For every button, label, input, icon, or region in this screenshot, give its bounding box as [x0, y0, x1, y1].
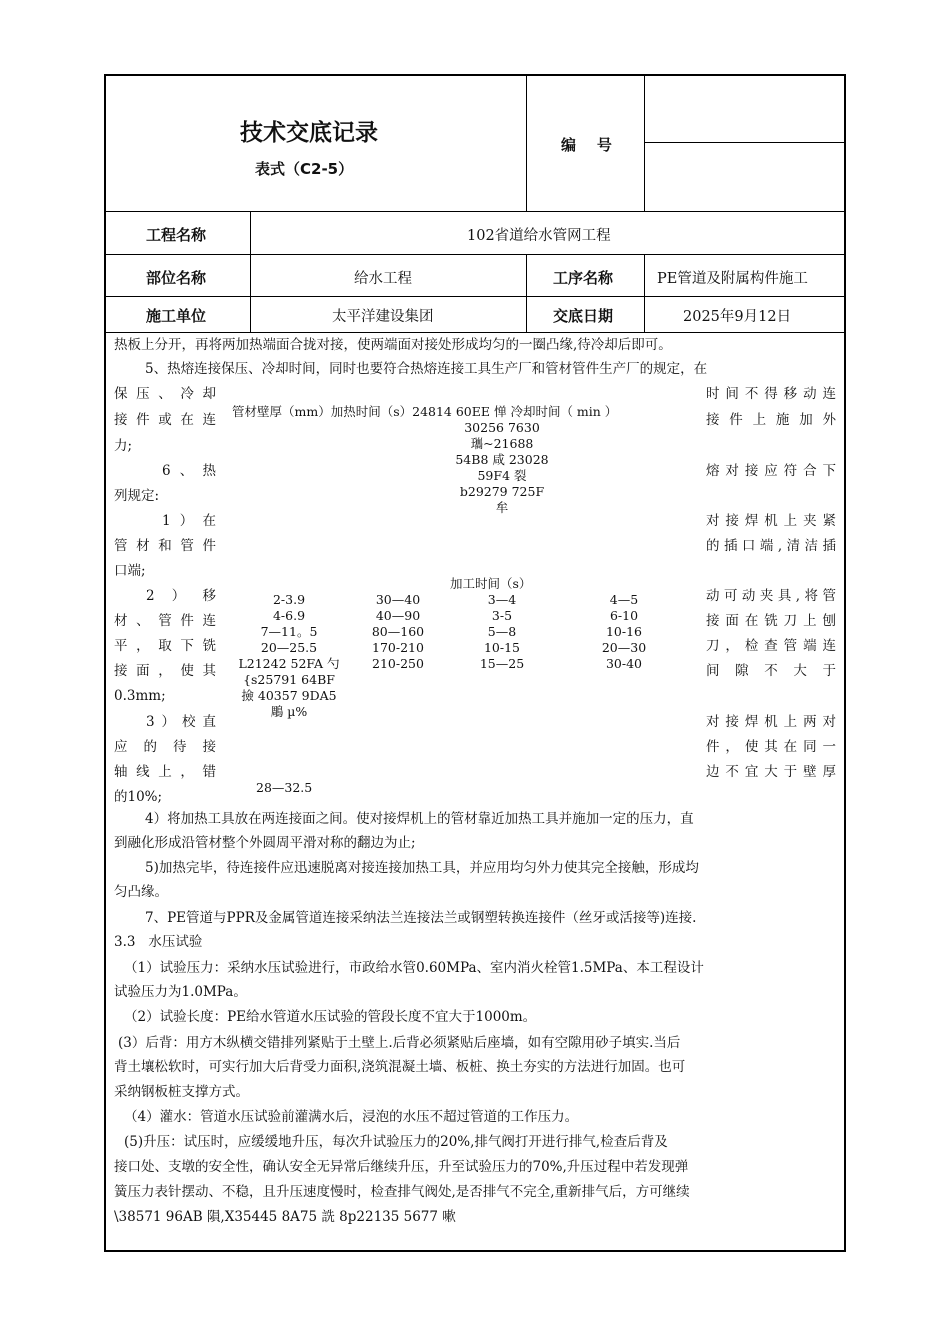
content-line: 热板上分开，再将两加热端面合拢对接，使两端面对接处形成均匀的一圈凸缘,待冷却后即可。 — [114, 337, 672, 353]
form-code: 表式（C2-5） — [255, 160, 354, 178]
content-line: 5)加热完毕，待连接件应迅速脱离对接连接加热工具，并应用均匀外力使其完全接触，形成均 — [145, 860, 699, 876]
table-col-cool — [582, 592, 666, 672]
table-col-heat — [356, 592, 440, 672]
info-row-line-1 — [104, 254, 846, 255]
embedded-table-header: 管材壁厚（mm）加热时间（s）24814 60EE 惮 冷却时间（ min ） — [232, 404, 618, 419]
number-cell-divider — [644, 142, 846, 143]
left-col-line: 接面，使其 — [114, 663, 216, 679]
process-name-value: PE管道及附属构件施工 — [657, 271, 808, 287]
section-heading: 3.3 水压试验 — [114, 934, 203, 950]
right-col-line: 动可动夹具,将管 — [706, 588, 836, 604]
table-cell: 鵰 µ% — [270, 704, 308, 719]
process-name-label: 工序名称 — [553, 269, 614, 287]
left-col-line: 2）移 — [146, 588, 216, 604]
info-row-line-2 — [104, 296, 846, 297]
info-label-divider — [250, 212, 251, 332]
right-col-line: 间隙不大于 — [706, 663, 836, 679]
table-cell: 10-16 — [605, 624, 643, 639]
content-line: （2）试验长度：PE给水管道水压试验的管段长度不宜大于1000m。 — [124, 1009, 537, 1025]
right-col-line: 件，使其在同一 — [706, 739, 836, 755]
content-line: 背土壤松软时，可实行加大后背受力面积,浇筑混凝土墙、板桩、换土夯实的方法进行加固。也可 — [114, 1059, 686, 1075]
part-name-value: 给水工程 — [354, 271, 412, 287]
table-cell: 5—8 — [487, 624, 517, 639]
info-mid-divider-2 — [644, 255, 645, 332]
table-cell: 3-5 — [491, 608, 513, 623]
right-col-line: 边不宜大于壁厚 — [706, 764, 836, 780]
page-title: 技术交底记录 — [240, 120, 378, 146]
handover-date-value: 2025年9月12日 — [683, 309, 792, 325]
left-col-line: 平，取下铣 — [114, 638, 216, 654]
table-cell: 210-250 — [372, 656, 424, 671]
left-col-line: 材、管件连 — [114, 613, 216, 629]
left-col-line: 1）在 — [162, 513, 216, 529]
right-col-line: 对接焊机上两对 — [706, 714, 836, 730]
embedded-table-garble — [432, 420, 572, 516]
table-cell: 20—25.5 — [260, 640, 318, 655]
project-name-value: 102省道给水管网工程 — [467, 228, 611, 244]
left-col-line: 管材和管件 — [114, 538, 216, 554]
content-line: （4）灌水：管道水压试验前灌满水后，浸泡的水压不超过管道的工作压力。 — [124, 1109, 579, 1125]
header-bottom-line — [104, 211, 846, 212]
left-col-line: 0.3mm; — [114, 688, 166, 704]
table-cell: L21242 52FA 勺 — [238, 656, 340, 671]
left-col-line: 保压、冷却 — [114, 386, 216, 402]
content-line: \38571 96AB 隕,X35445 8A75 詵 8p22135 5677 嗽 — [114, 1209, 456, 1225]
content-line: 接口处、支墩的安全性，确认安全无异常后继续升压，升至试验压力的70%,升压过程中若发现弹 — [114, 1159, 689, 1175]
left-col-line: 应的待接 — [114, 739, 216, 755]
content-line: 簧压力表针摆动、不稳，且升压速度慢时，检查排气阀处,是否排气不完全,重新排气后，方可继续 — [114, 1184, 690, 1200]
content-line: 7、PE管道与PPR及金属管道连接采纳法兰连接法兰或钢塑转换连接件（丝牙或活接等)连接. — [145, 910, 697, 926]
content-line: 采纳钢板桩支撑方式。 — [114, 1084, 249, 1100]
table-cell: 40—90 — [375, 608, 421, 623]
handover-date-label: 交底日期 — [553, 307, 614, 325]
table-cell: 80—160 — [371, 624, 425, 639]
table-cell: 30-40 — [605, 656, 643, 671]
left-col-line: 力; — [114, 438, 133, 454]
content-line: （1）试验压力：采纳水压试验进行，市政给水管0.60MPa、室内消火栓管1.5MPa、本工程设计 — [124, 960, 704, 976]
table-cell: 10-15 — [483, 640, 521, 655]
right-col-line: 熔对接应符合下 — [706, 463, 836, 479]
header-divider-1 — [526, 74, 527, 212]
left-col-line: 6、热 — [162, 463, 216, 479]
construction-unit-label: 施工单位 — [146, 307, 207, 325]
construction-unit-value: 太平洋建设集团 — [332, 309, 434, 325]
right-col-line: 时间不得移动连 — [706, 386, 836, 402]
table-cell: {s25791 64BF — [243, 672, 335, 687]
table-cell: 20—30 — [601, 640, 647, 655]
number-label: 编 号 — [561, 136, 612, 154]
table-cell: 4—5 — [609, 592, 639, 607]
table-cell: 7—11。5 — [260, 624, 318, 639]
right-col-line: 接面在铣刀上刨 — [706, 613, 836, 629]
left-col-line: 的10%; — [114, 789, 163, 805]
table-cell: 6-10 — [609, 608, 639, 623]
table-cell: 28—32.5 — [256, 780, 313, 795]
project-name-label: 工程名称 — [146, 226, 207, 244]
content-line: 4）将加热工具放在两连接面之间。使对接焊机上的管材靠近加热工具并施加一定的压力，直 — [145, 811, 694, 827]
table-cell: 4-6.9 — [272, 608, 306, 623]
right-col-line: 的插口端,清洁插 — [706, 538, 836, 554]
table-garble-line: b29279 725F — [459, 484, 545, 499]
info-mid-divider-1 — [526, 255, 527, 332]
left-col-line: 3）校直 — [146, 714, 216, 730]
content-line: (3）后背：用方木纵横交错排列紧贴于土壁上.后背必须紧贴后座墙，如有空隙用砂子填实.当后 — [118, 1035, 681, 1051]
content-line: 试验压力为1.0MPa。 — [114, 984, 247, 1000]
left-col-line: 列规定: — [114, 488, 160, 504]
header-divider-2 — [644, 74, 645, 212]
table-cell: 30—40 — [375, 592, 421, 607]
table-garble-line: 瓗~21688 — [470, 436, 534, 451]
content-line: (5)升压：试压时，应缓缓地升压，每次升试验压力的20%,排气阀打开进行排气,检查后背及 — [124, 1134, 668, 1150]
left-col-line: 接件或在连 — [114, 412, 216, 428]
right-col-line: 刀，检查管端连 — [706, 638, 836, 654]
table-garble-line: 牟 — [495, 500, 509, 515]
table-col-process — [462, 592, 542, 672]
table-cell: 3—4 — [487, 592, 517, 607]
table-col-thickness — [222, 592, 356, 720]
table-garble-line: 59F4 裂 — [477, 468, 527, 483]
table-heat-label: 加工时间（s） — [450, 576, 532, 591]
left-col-line: 口端; — [114, 563, 146, 579]
table-garble-line: 54B8 咸 23028 — [455, 452, 549, 467]
table-cell: 170-210 — [372, 640, 424, 655]
part-name-label: 部位名称 — [146, 269, 207, 287]
table-cell: 15—25 — [479, 656, 525, 671]
table-garble-line: 30256 7630 — [464, 420, 540, 435]
content-line: 匀凸缘。 — [114, 884, 168, 900]
table-cell: 撿 40357 9DA5 — [241, 688, 337, 703]
content-line: 5、热熔连接保压、冷却时间，同时也要符合热熔连接工具生产厂和管材管件生产厂的规定，在 — [145, 361, 708, 377]
right-col-line: 接件上施加外 — [706, 412, 836, 428]
right-col-line: 对接焊机上夹紧 — [706, 513, 836, 529]
content-line: 到融化形成沿管材整个外圆周平滑对称的翻边为止; — [114, 835, 416, 851]
table-cell: 2-3.9 — [272, 592, 306, 607]
left-col-line: 轴线上，错 — [114, 764, 216, 780]
